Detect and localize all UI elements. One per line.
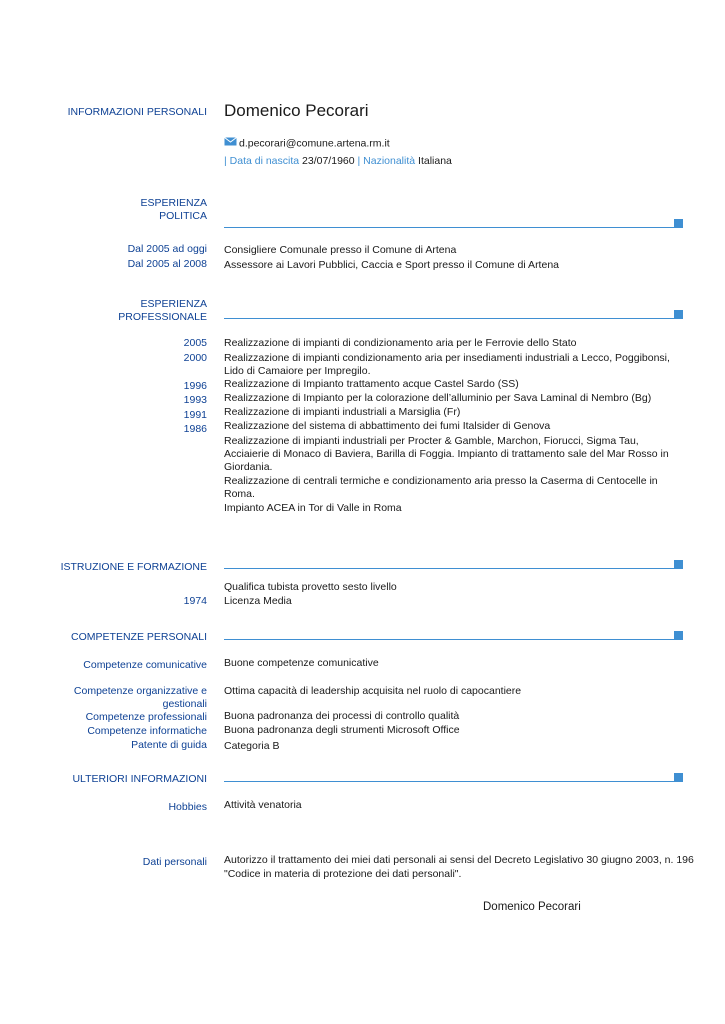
section-politica-label-2: POLITICA	[159, 210, 207, 222]
person-name: Domenico Pecorari	[224, 101, 369, 120]
professional-item: Realizzazione di impianti industriali per Procter & Gamble, Marchon, Fiorucci, Sigma Tau,	[224, 435, 639, 447]
politica-item: Assessore ai Lavori Pubblici, Caccia e Sport presso il Comune di Artena	[224, 259, 559, 271]
section-marker	[674, 560, 683, 569]
competenze-informatiche-label: Competenze informatiche	[87, 725, 207, 737]
professional-item: Impianto ACEA in Tor di Valle in Roma	[224, 502, 402, 514]
mail-icon	[224, 137, 237, 150]
section-marker	[674, 219, 683, 228]
professional-item: Realizzazione di impianti di condizionamento aria per le Ferrovie dello Stato	[224, 337, 577, 349]
professional-item: Lido di Camaiore per Impregilo.	[224, 365, 371, 377]
qualifica-text: Qualifica tubista provetto sesto livello	[224, 581, 397, 593]
competenze-organizzative-label-2: gestionali	[162, 698, 207, 710]
professional-item: Realizzazione di impianti condizionamento aria per insediamenti industriali a Lecco, Poggibonsi,	[224, 352, 670, 364]
professional-item: Realizzazione di Impianto trattamento acque Castel Sardo (SS)	[224, 378, 519, 390]
section-divider	[224, 227, 678, 228]
email-link[interactable]: d.pecorari@comune.artena.rm.it	[239, 137, 390, 150]
section-personal-label: INFORMAZIONI PERSONALI	[67, 106, 207, 118]
year-label: 1991	[183, 409, 207, 421]
politica-period: Dal 2005 ad oggi	[127, 243, 207, 255]
nationality-value: Italiana	[418, 155, 452, 167]
istruzione-year: 1974	[183, 595, 207, 607]
competenze-organizzative-text: Ottima capacità di leadership acquisita nel ruolo di capocantiere	[224, 685, 522, 697]
year-label: 2005	[183, 337, 207, 349]
signature-name: Domenico Pecorari	[483, 901, 581, 913]
section-istruzione-label: ISTRUZIONE E FORMAZIONE	[60, 561, 207, 573]
competenze-comunicative-text: Buone competenze comunicative	[224, 657, 379, 669]
section-marker	[674, 631, 683, 640]
section-ulteriori-label: ULTERIORI INFORMAZIONI	[72, 773, 207, 785]
year-label: 2000	[183, 352, 207, 364]
section-divider	[224, 568, 678, 569]
professional-item: Realizzazione del sistema di abbattimento dei fumi Italsider di Genova	[224, 420, 551, 432]
section-competenze-label: COMPETENZE PERSONALI	[71, 631, 207, 643]
birth-nationality-row	[224, 155, 452, 168]
nationality-label: | Nazionalità	[357, 155, 416, 167]
section-professionale-label-1: ESPERIENZA	[140, 298, 207, 310]
section-marker	[674, 310, 683, 319]
professional-item: Realizzazione di impianti industriali a Marsiglia (Fr)	[224, 406, 461, 418]
professional-item: Giordania.	[224, 461, 273, 473]
politica-item: Consigliere Comunale presso il Comune di Artena	[224, 244, 457, 256]
section-politica-label-1: ESPERIENZA	[140, 197, 207, 209]
competenze-informatiche-text: Buona padronanza degli strumenti Microsoft Office	[224, 724, 460, 736]
licenza-text: Licenza Media	[224, 595, 292, 607]
birth-label: | Data di nascita	[224, 155, 300, 167]
email-row	[224, 137, 390, 150]
competenze-professionali-label: Competenze professionali	[85, 711, 207, 723]
dati-personali-text-1: Autorizzo il trattamento dei miei dati personali ai sensi del Decreto Legislativo 30 giugno 2003, n. 196	[224, 854, 694, 866]
hobbies-label: Hobbies	[168, 801, 207, 813]
section-professionale-label-2: PROFESSIONALE	[118, 311, 207, 323]
professional-item: Realizzazione di Impianto per la colorazione dell’alluminio per Sava Laminal di Nembro (Bg)	[224, 392, 652, 404]
politica-period: Dal 2005 al 2008	[127, 258, 207, 270]
year-label: 1993	[183, 394, 207, 406]
competenze-organizzative-label: Competenze organizzative e	[73, 685, 207, 697]
professional-item: Roma.	[224, 488, 255, 500]
competenze-comunicative-label: Competenze comunicative	[83, 659, 207, 671]
section-divider	[224, 639, 678, 640]
birth-value: 23/07/1960	[302, 155, 355, 167]
patente-label: Patente di guida	[131, 739, 207, 751]
dati-personali-text-2: "Codice in materia di protezione dei dati personali".	[224, 868, 462, 880]
section-marker	[674, 773, 683, 782]
section-divider	[224, 318, 678, 319]
dati-personali-label: Dati personali	[142, 856, 207, 868]
year-label: 1986	[183, 423, 207, 435]
patente-text: Categoria B	[224, 740, 280, 752]
competenze-professionali-text: Buona padronanza dei processi di controllo qualità	[224, 710, 460, 722]
hobbies-text: Attività venatoria	[224, 799, 302, 811]
professional-item: Realizzazione di centrali termiche e condizionamento aria presso la Caserma di Centocelle in	[224, 475, 658, 487]
professional-item: Acciaierie di Monaco di Baviera, Barilla di Foggia. Impianto di trattamento sale del Mar Rosso in	[224, 448, 669, 460]
year-label: 1996	[183, 380, 207, 392]
section-divider	[224, 781, 678, 782]
